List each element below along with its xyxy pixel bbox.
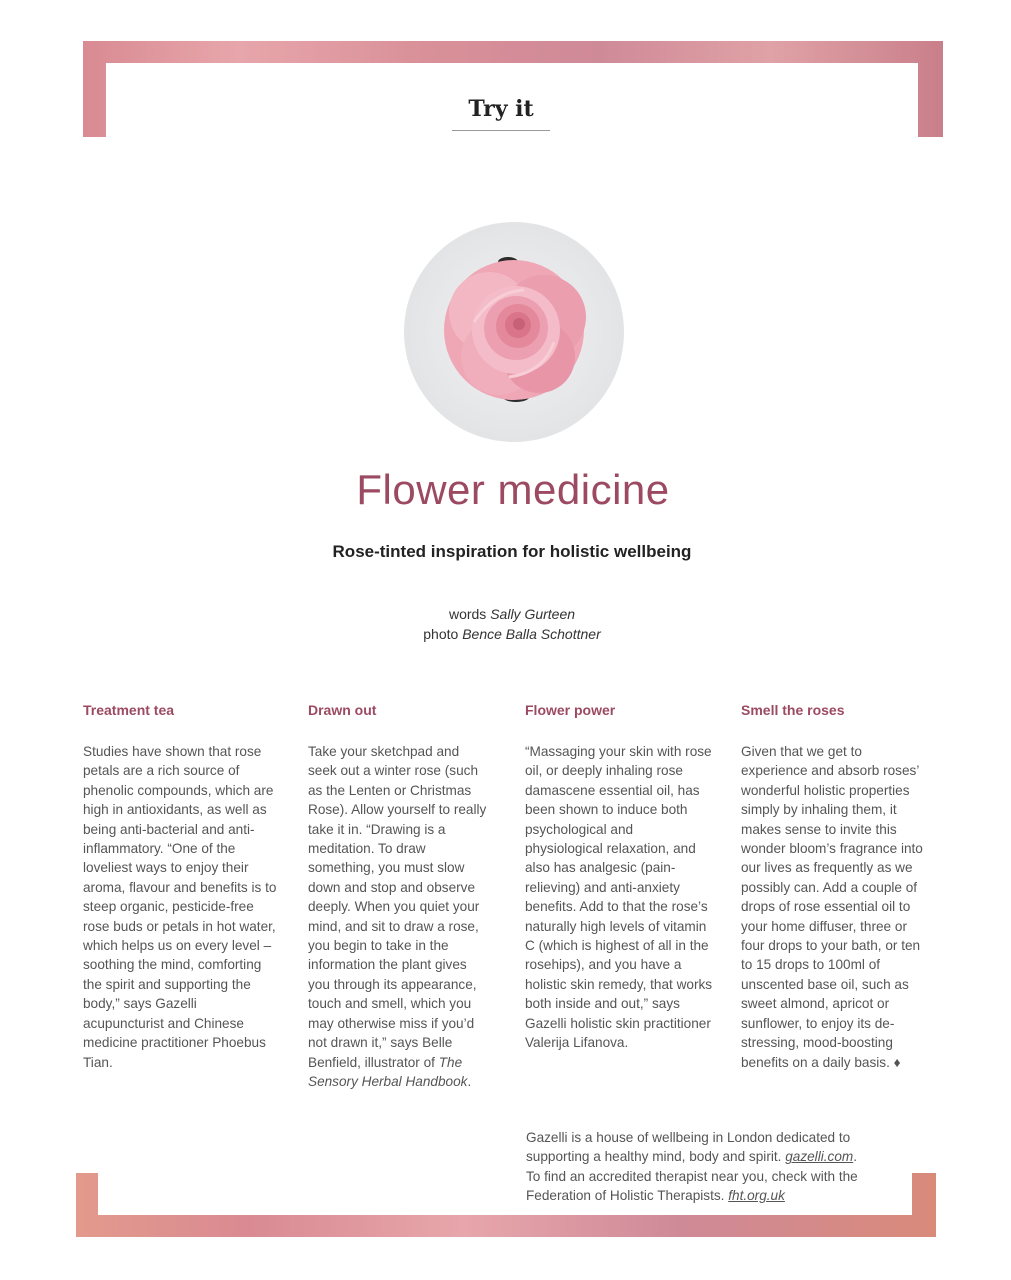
article-subtitle: Rose-tinted inspiration for holistic wellbeing [332, 542, 692, 561]
column-body-end: . [467, 1073, 472, 1089]
article-credits [0, 604, 1011, 644]
column-body: Given that we get to experience and absorb roses’ wonderful holistic properties simply by inhaling them, it makes sense to invite this wonder bloom’s fragrance into our lives as frequently as we possibly can. Add a couple of drops of rose essential oil to your home diffuser, three or four drops to your bath, or ten to 15 drops to 100ml of unscented base oil, such as sweet almond, apricot or sunflower, to enjoy its de-stressing, mood-boosting benefits on a daily basis. ♦ [741, 744, 923, 1070]
column-body [308, 742, 490, 1091]
column-heading: Treatment tea [83, 702, 175, 718]
column-drawn-out [308, 702, 490, 1091]
section-label: Try it [452, 96, 550, 131]
article-title: Flower medicine [356, 466, 670, 513]
photo-prefix: photo [423, 626, 459, 642]
column-body-text: Take your sketchpad and seek out a winter rose (such as the Lenten or Christmas Rose). Allow yourself to really take it in. “Drawing is a meditation. To draw something, you must slow down and stop and observe deeply. When you quiet your mind, and sit to draw a rose, you begin to take in the information the plant gives you through its appearance, touch and smell, which you may otherwise miss if you’d not drawn it,” says Belle Benfield, illustrator of [308, 744, 487, 1070]
footer-text-1-end: . [853, 1149, 857, 1165]
column-body: “Massaging your skin with rose oil, or deeply inhaling rose damascene essential oil, has been shown to induce both psychological and physiological relaxation, and also has analgesic (pain-relieving) and anti-anxiety benefits. Add to that the rose’s naturally high levels of vitamin C (which is highest of all in the rosehips), and you have a holistic skin remedy, that works both inside and out,” says Gazelli holistic skin practitioner Valerija Lifanova. [525, 744, 713, 1051]
footer-text-1: Gazelli is a house of wellbeing in London dedicated to supporting a healthy mind, body and spirit. [526, 1130, 851, 1165]
column-body: Studies have shown that rose petals are a rich source of phenolic compounds, which are high in antioxidants, as well as being anti-bacterial and anti-inflammatory. “One of the loveliest ways to enjoy their aroma, flavour and benefits is to steep organic, pesticide-free rose buds or petals in hot water, which helps us on every level – soothing the mind, comforting the spirit and supporting the body,” says Gazelli acupuncturist and Chinese medicine practitioner Phoebus Tian. [83, 744, 277, 1070]
words-credit [0, 604, 1011, 624]
author-name: Sally Gurteen [490, 606, 576, 622]
column-flower-power [525, 702, 713, 1053]
photographer-name: Bence Balla Schottner [462, 626, 601, 642]
fht-link[interactable]: fht.org.uk [728, 1188, 785, 1204]
rose-photo [404, 222, 624, 442]
column-heading: Flower power [525, 702, 616, 718]
column-treatment-tea [83, 702, 279, 1072]
book-title: The Sensory Herbal Handbook [308, 1054, 468, 1089]
rose-icon [404, 222, 624, 442]
column-smell-the-roses [741, 702, 931, 1072]
words-prefix: words [448, 606, 487, 622]
photo-credit [0, 624, 1011, 644]
footer-note [526, 1128, 906, 1206]
gazelli-link[interactable]: gazelli.com [785, 1149, 854, 1165]
column-heading: Smell the roses [741, 702, 845, 718]
column-heading: Drawn out [308, 702, 377, 718]
footer-text-2: To find an accredited therapist near you, check with the Federation of Holistic Therapists. [526, 1168, 858, 1204]
